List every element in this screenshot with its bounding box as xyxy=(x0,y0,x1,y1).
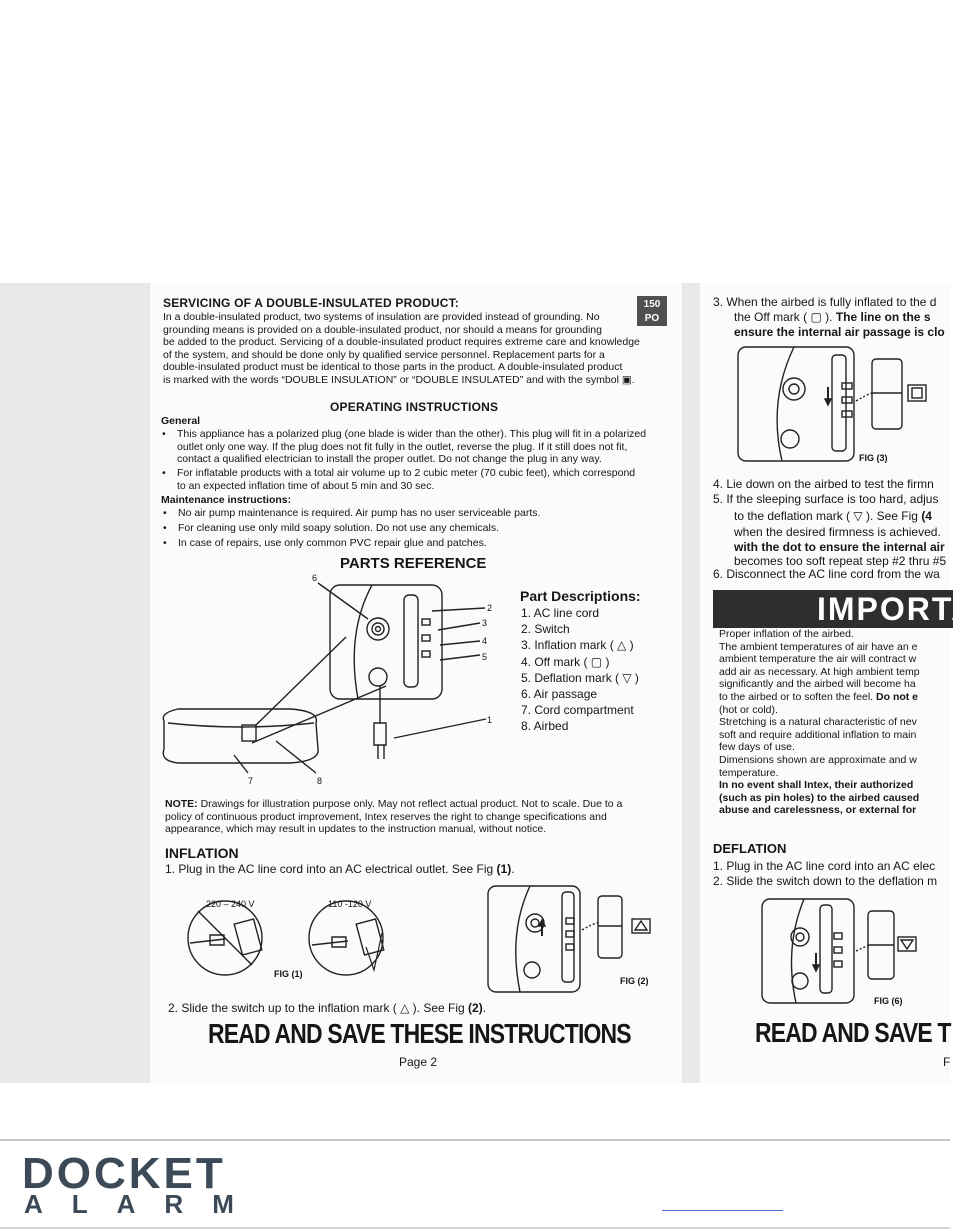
step-line: 3. When the airbed is fully inflated to the d xyxy=(713,295,937,309)
part-item: 2. Switch xyxy=(521,622,570,637)
fig-3-label: FIG (3) xyxy=(859,453,888,463)
note-text xyxy=(165,798,675,836)
inflation-step-1 xyxy=(165,862,515,877)
important-bold: Do not e xyxy=(876,690,919,703)
note-line: appearance, which may result in updates to the instruction manual, without notice. xyxy=(165,823,547,836)
step-text: . xyxy=(511,862,515,876)
step-3 xyxy=(713,295,945,340)
bullet-line: outlet only one way. If the plug does not fit fully in the outlet, reverse the plug. If it still does not fit, xyxy=(177,440,628,453)
important-line: ambient temperature the air will contract w xyxy=(719,653,917,666)
important-line: Proper inflation of the airbed. xyxy=(719,628,854,640)
step-6: 6. Disconnect the AC line cord from the wa xyxy=(713,567,940,581)
general-bullet xyxy=(177,467,677,492)
important-line: soft and require additional inflation to main xyxy=(719,728,917,741)
bullet-line: to an expected inflation time of about 5 min and 30 sec. xyxy=(177,479,435,492)
bullet-line: • For inflatable products with a total air volume up to 2 cubic meter (70 cubic feet), which correspond xyxy=(177,467,636,479)
parts-reference-title: PARTS REFERENCE xyxy=(340,555,487,572)
step-line: when the desired firmness is achieved. xyxy=(734,525,941,540)
callout-5: 5 xyxy=(482,652,488,662)
callout-4: 4 xyxy=(482,636,488,646)
maintenance-bullet: • For cleaning use only mild soapy solution. Do not use any chemicals. xyxy=(178,522,499,535)
inflation-step-2 xyxy=(168,1001,486,1016)
important-bold: In no event shall Intex, their authorized xyxy=(719,779,914,792)
pump-curve xyxy=(354,585,372,699)
servicing-line: In a double-insulated product, two systems of insulation are provided instead of grounding. No xyxy=(163,311,600,323)
important-line: (hot or cold). xyxy=(719,703,778,716)
part-item: 6. Air passage xyxy=(521,687,598,702)
fig-1-outlets xyxy=(170,893,490,988)
step-line: becomes too soft repeat step #2 thru #5 xyxy=(734,554,947,569)
servicing-line: of the system, and should be done only by qualified service personnel. Replacement parts for a xyxy=(163,348,605,361)
footer-divider xyxy=(0,1139,950,1141)
important-line: temperature. xyxy=(719,766,779,779)
part-item: 8. Airbed xyxy=(521,719,569,734)
important-line: add air as necessary. At high ambient temp xyxy=(719,665,920,678)
fig-ref: (2) xyxy=(468,1001,483,1015)
step-line: 1. Plug in the AC line cord into an AC elec xyxy=(713,859,936,873)
footer-link[interactable] xyxy=(662,1210,783,1211)
fig-3-switch-off xyxy=(734,341,950,471)
cord-compartment xyxy=(369,668,387,686)
step-line: 5. If the sleeping surface is too hard, adjus xyxy=(713,492,939,506)
step-bold: The line on the s xyxy=(835,310,931,324)
important-line: few days of use. xyxy=(719,741,795,754)
switch-slot xyxy=(404,595,418,687)
step-bold: with the dot to ensure the internal air xyxy=(734,539,945,554)
important-line: Dimensions shown are approximate and w xyxy=(719,753,917,766)
fig-6-switch-down xyxy=(758,893,950,1013)
important-line: to the airbed or to soften the feel. xyxy=(719,690,877,703)
manual-page-right xyxy=(700,283,976,1083)
part-descriptions-list xyxy=(521,605,639,735)
important-line: significantly and the airbed will become ha xyxy=(719,678,916,691)
callout-2: 2 xyxy=(487,603,493,613)
step-bold: ensure the internal air passage is clo xyxy=(734,325,945,339)
note-line: policy of continuous product improvement, Intex reserves the right to change specifications and xyxy=(165,810,607,823)
step-line: the Off mark ( ▢ ). xyxy=(734,310,836,324)
airbed-outline xyxy=(163,709,318,763)
parts-diagram xyxy=(150,573,510,803)
step-text: . xyxy=(482,1001,487,1015)
servicing-line: grounding means is provided on a double-insulated product, nor should a means for grounding xyxy=(163,323,602,336)
deflation-title: DEFLATION xyxy=(713,841,787,856)
bullet-line: contact a qualified electrician to install the proper outlet. Do not change the plug in any way. xyxy=(177,453,602,466)
step-5 xyxy=(713,492,946,569)
part-descriptions-title: Part Descriptions: xyxy=(520,588,641,604)
step-text: 1. Plug in the AC line cord into an AC electrical outlet. See Fig xyxy=(165,862,497,876)
fig-1-label: FIG (1) xyxy=(274,969,303,979)
servicing-body xyxy=(163,311,678,387)
important-banner: IMPORTA xyxy=(713,590,953,628)
part-item: 1. AC line cord xyxy=(521,606,600,620)
page-number-right: F xyxy=(943,1055,951,1069)
important-line: The ambient temperatures of air have an e xyxy=(719,640,918,653)
part-item: 7. Cord compartment xyxy=(521,703,634,718)
operating-title: OPERATING INSTRUCTIONS xyxy=(330,400,499,414)
maintenance-bullet: • No air pump maintenance is required. Air pump has no user serviceable parts. xyxy=(178,507,540,520)
callout-6: 6 xyxy=(312,573,318,583)
badge-number: 150 xyxy=(643,299,661,310)
deflation-steps xyxy=(713,859,937,889)
step-text: 2. Slide the switch up to the inflation mark ( △ ). See Fig xyxy=(168,1001,469,1015)
callout-7: 7 xyxy=(248,776,254,786)
servicing-line: be added to the product. Servicing of a double-insulated product requires extreme care and knowledge xyxy=(163,336,640,349)
part-item: 4. Off mark ( ▢ ) xyxy=(521,654,610,669)
fig-6-label: FIG (6) xyxy=(874,996,903,1006)
important-bold: abuse and carelessness, or external for xyxy=(719,804,917,817)
important-body xyxy=(719,628,920,817)
read-save-banner: READ AND SAVE THESE INSTRUCTIONS xyxy=(208,1018,631,1049)
page-number: Page 2 xyxy=(399,1055,438,1069)
step-line: 2. Slide the switch down to the deflation m xyxy=(713,874,938,888)
bullet-line: • This appliance has a polarized plug (one blade is wider than the other). This plug will fit in a polarized xyxy=(177,428,647,440)
general-heading: General xyxy=(161,415,201,427)
fig-ref: (4 xyxy=(921,508,932,523)
note-line: Drawings for illustration purpose only. May not reflect actual product. Not to scale. Due to a xyxy=(197,798,623,810)
read-save-banner-right: READ AND SAVE T xyxy=(755,1017,951,1048)
step-4: 4. Lie down on the airbed to test the firmn xyxy=(713,477,934,491)
callout-1: 1 xyxy=(487,715,493,725)
note-label: NOTE: xyxy=(165,798,198,810)
inflation-title: INFLATION xyxy=(165,845,239,861)
maintenance-bullet: • In case of repairs, use only common PVC repair glue and patches. xyxy=(178,537,487,550)
fig-1-voltage-220: 220 – 240 V xyxy=(206,899,255,909)
manual-page-left xyxy=(150,283,682,1083)
fig-1-voltage-110: 110 -120 V xyxy=(328,899,372,909)
fig-2-label: FIG (2) xyxy=(620,976,649,986)
badge-code: PO xyxy=(644,313,660,324)
part-item: 5. Deflation mark ( ▽ ) xyxy=(521,670,639,685)
fig-ref: (1) xyxy=(496,862,512,876)
air-passage-ring xyxy=(367,618,389,640)
part-item: 3. Inflation mark ( △ ) xyxy=(521,638,634,653)
important-bold: (such as pin holes) to the airbed caused xyxy=(719,791,920,804)
servicing-line: is marked with the words “DOUBLE INSULATION” or “DOUBLE INSULATED” and with the symbol ▣. xyxy=(163,373,635,386)
fig-2-switch-up xyxy=(480,878,680,998)
general-bullet xyxy=(177,428,677,466)
callout-8: 8 xyxy=(317,776,323,786)
servicing-title: SERVICING OF A DOUBLE-INSULATED PRODUCT: xyxy=(163,296,460,310)
step-line: to the deflation mark ( ▽ ). See Fig xyxy=(734,508,922,523)
maintenance-heading: Maintenance instructions: xyxy=(161,494,292,506)
logo-wordmark-top: DOCKET xyxy=(22,1149,226,1198)
logo-wordmark-bottom: ALARM xyxy=(24,1189,263,1219)
callout-3: 3 xyxy=(482,618,488,628)
important-line: Stretching is a natural characteristic of nev xyxy=(719,716,917,729)
servicing-line: double-insulated product must be identical to those parts in the product. A double-insulated product xyxy=(163,361,623,374)
